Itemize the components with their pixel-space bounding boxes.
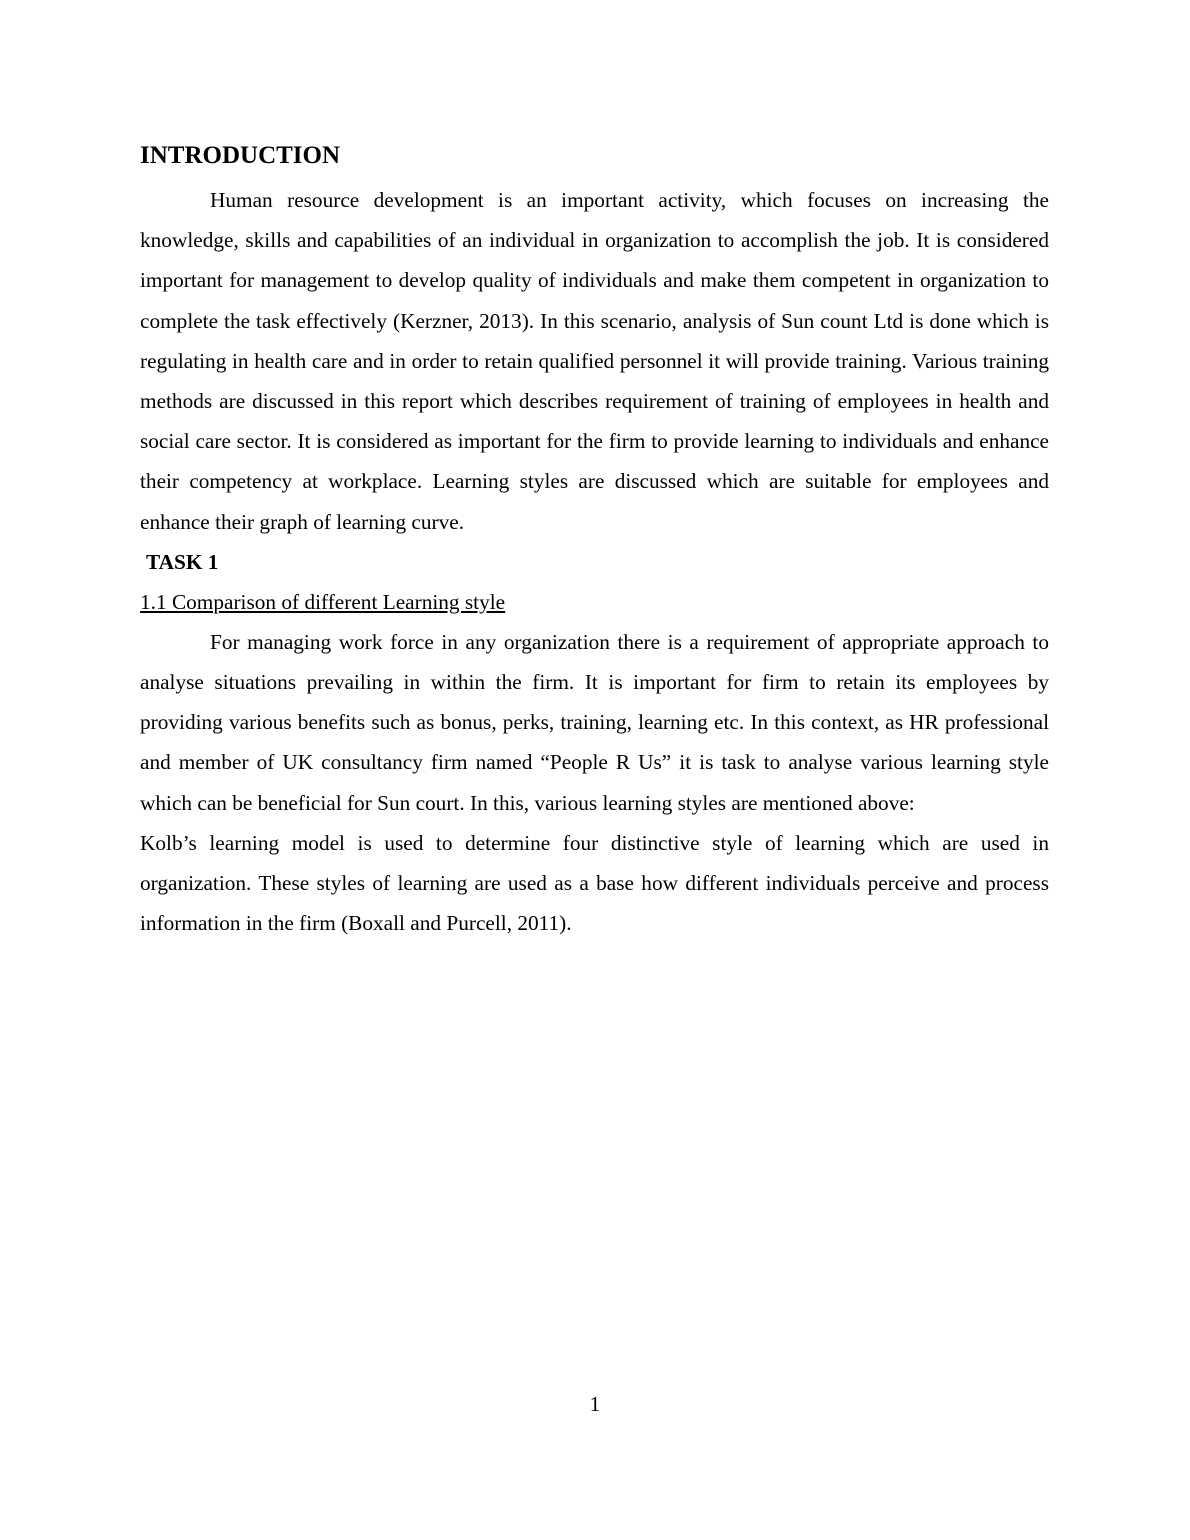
section-paragraph-1: For managing work force in any organization there is a requirement of appropriate approach to analyse situations prevailing in within the firm. It is important for firm to retain its employees by providing various benefits such as bonus, perks, training, learning etc. In this context, as HR professional and member of UK consultancy firm named “People R Us” it is task to analyse various learning style which can be beneficial for Sun court. In this, various learning styles are mentioned above: (140, 629, 1049, 815)
document-page (140, 138, 1049, 943)
introduction-heading: INTRODUCTION (140, 142, 341, 169)
page-number: 1 (589, 1392, 601, 1416)
task-heading: TASK 1 (146, 549, 219, 574)
section-heading: 1.1 Comparison of different Learning style (140, 589, 506, 614)
section-paragraph-2: Kolb’s learning model is used to determine four distinctive style of learning which are used in organization. These styles of learning are used as a base how different individuals perceive and process information in the firm (Boxall and Purcell, 2011). (140, 830, 1049, 936)
introduction-paragraph: Human resource development is an important activity, which focuses on increasing the knowledge, skills and capabilities of an individual in organization to accomplish the job. It is considered important for management to develop quality of individuals and make them competent in organization to complete the task effectively (Kerzner, 2013). In this scenario, analysis of Sun count Ltd is done which is regulating in health care and in order to retain qualified personnel it will provide training. Various training methods are discussed in this report which describes requirement of training of employees in health and social care sector. It is considered as important for the firm to provide learning to individuals and enhance their competency at workplace. Learning styles are discussed which are suitable for employees and enhance their graph of learning curve. (140, 188, 1049, 534)
